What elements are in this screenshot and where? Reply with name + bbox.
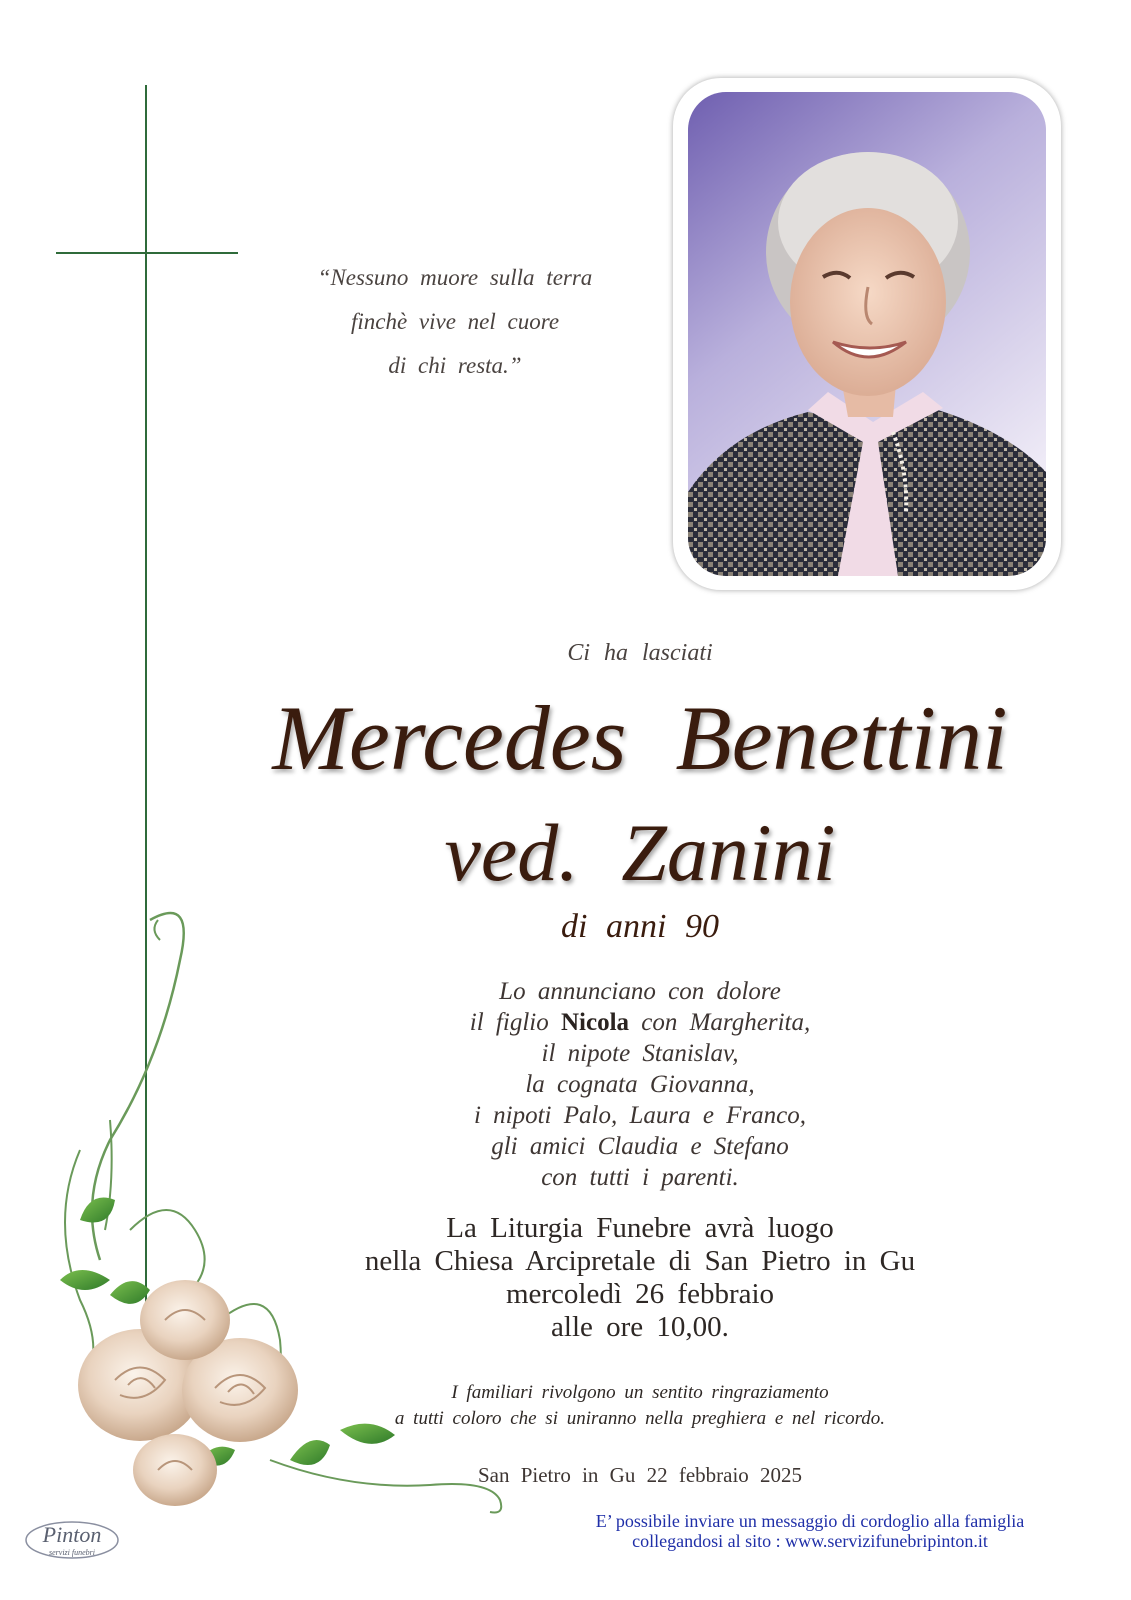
portrait-illustration xyxy=(688,92,1046,576)
family-line: Lo annunciano con dolore xyxy=(499,978,781,1005)
logo-name: Pinton xyxy=(42,1522,102,1547)
thanks-line: a tutti coloro che si uniranno nella preghiera e nel ricordo. xyxy=(394,1408,886,1429)
liturgy-line: nella Chiesa Arcipretale di San Pietro in Gu xyxy=(364,1245,916,1277)
pinton-logo xyxy=(22,1512,122,1568)
family-line: i nipoti Palo, Laura e Franco, xyxy=(473,1102,807,1129)
logo-subtitle: servizi funebri xyxy=(49,1548,95,1557)
son-name: Nicola xyxy=(560,1009,630,1036)
liturgy-line: mercoledì 26 febbraio xyxy=(505,1278,775,1310)
family-line: gli amici Claudia e Stefano xyxy=(491,1133,789,1160)
deceased-name: Mercedes Benettini xyxy=(272,687,1008,789)
roses-decoration xyxy=(20,900,520,1540)
contact-line: E’ possibile inviare un messaggio di cordoglio alla famiglia xyxy=(595,1511,1025,1531)
deceased-married-name: ved. Zanini xyxy=(444,807,836,898)
quote-line: “Nessuno muore sulla terra xyxy=(317,265,593,290)
condolence-contact xyxy=(520,1511,1100,1551)
family-text: il figlio xyxy=(469,1009,549,1036)
memorial-quote xyxy=(270,256,640,388)
deceased-age: di anni 90 xyxy=(561,908,719,945)
cross-icon-horizontal xyxy=(56,252,238,254)
portrait-photo xyxy=(688,92,1046,576)
place-and-date: San Pietro in Gu 22 febbraio 2025 xyxy=(477,1463,803,1487)
contact-website-link[interactable]: collegandosi al sito : www.servizifunebripinton.it xyxy=(632,1531,988,1551)
family-line: con tutti i parenti. xyxy=(541,1164,739,1191)
intro-text: Ci ha lasciati xyxy=(567,640,713,666)
family-line: la cognata Giovanna, xyxy=(525,1071,755,1098)
liturgy-line: La Liturgia Funebre avrà luogo xyxy=(446,1212,834,1244)
liturgy-line: alle ore 10,00. xyxy=(551,1311,729,1343)
thanks-line: I familiari rivolgono un sentito ringraziamento xyxy=(451,1382,829,1403)
family-line: il nipote Stanislav, xyxy=(541,1040,739,1067)
family-text: con Margherita, xyxy=(641,1009,811,1036)
quote-line: finchè vive nel cuore xyxy=(350,309,560,334)
quote-line: di chi resta.” xyxy=(388,353,522,378)
